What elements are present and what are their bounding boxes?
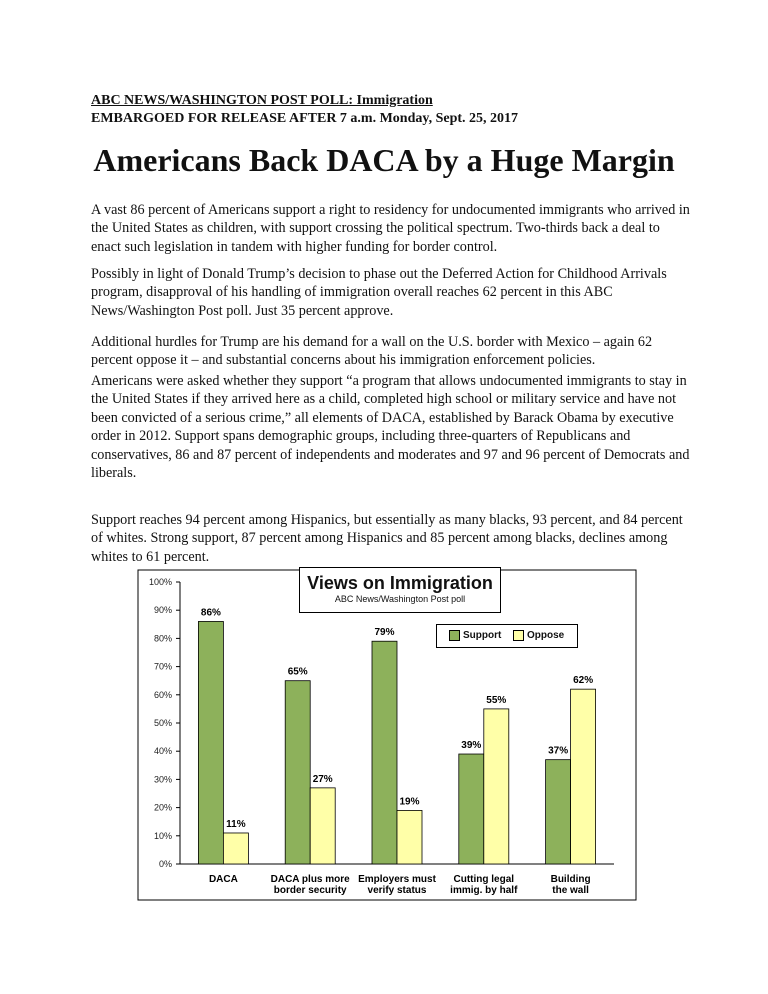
x-tick-label: DACA [208, 874, 238, 885]
paragraph-4: Americans were asked whether they support “a program that allows undocumented immigrants to stay in the United States if they arrived here as a child, completed high school or military service and have not been convicted of a serious crime,” all elements of DACA, established by Barack Obama by executive order in 2012. Support spans demographic groups, including three-quarters of Republicans and conservatives, 86 and 87 percent of independents and moderates and 97 and 96 percent of Democrats and liberals. [91, 373, 690, 482]
chart-legend [436, 624, 578, 648]
legend-label-support: Support [463, 630, 502, 641]
bar-oppose [571, 689, 596, 864]
x-tick-label: Cutting legal [453, 874, 515, 885]
bar-oppose [223, 833, 248, 864]
y-tick-label: 50% [153, 718, 172, 728]
paragraph-5: Support reaches 94 percent among Hispanics, but essentially as many blacks, 93 percent, and 84 percent of whites. Strong support, 87 percent among Hispanics and 85 percent among blacks, declines among whites to 61 percent. [91, 512, 683, 565]
data-label-oppose: 62% [573, 675, 594, 687]
legend-item-oppose [513, 630, 564, 641]
y-tick-label: 30% [153, 774, 172, 785]
y-tick-label: 90% [153, 605, 172, 616]
bar-support [198, 621, 223, 864]
data-label-oppose: 11% [226, 818, 246, 830]
x-tick-label: Building [550, 874, 591, 885]
bar-support [372, 641, 397, 864]
legend-swatch-oppose [513, 630, 524, 641]
x-tick-label: verify status [367, 885, 427, 896]
paragraph-3: Additional hurdles for Trump are his demand for a wall on the U.S. border with Mexico – again 62 percent oppose it – and substantial concerns about his immigration enforcement policies. [91, 334, 653, 369]
data-label-support: 65% [287, 666, 308, 678]
bar-support [285, 681, 310, 864]
embargo-notice: EMBARGOED FOR RELEASE AFTER 7 a.m. Monday, Sept. 25, 2017 [91, 111, 519, 126]
headline: Americans Back DACA by a Huge Margin [93, 142, 675, 178]
data-label-support: 86% [200, 607, 221, 619]
y-tick-label: 80% [153, 633, 172, 644]
data-label-oppose: 19% [399, 796, 420, 808]
x-tick-label: border security [273, 885, 347, 896]
y-tick-label: 10% [153, 830, 172, 841]
x-tick-label: immig. by half [450, 885, 518, 896]
bar-support [459, 754, 484, 864]
data-label-support: 37% [548, 745, 569, 757]
y-tick-label: 60% [153, 689, 172, 700]
x-tick-label: DACA plus more [270, 874, 350, 885]
chart-title: Views on Immigration [307, 573, 493, 593]
legend-label-oppose: Oppose [527, 630, 565, 641]
poll-header: ABC NEWS/WASHINGTON POST POLL: Immigration [91, 93, 433, 108]
bar-oppose [484, 709, 509, 864]
chart-title-box [299, 567, 501, 613]
bar-oppose [397, 810, 422, 864]
paragraph-2: Possibly in light of Donald Trump’s decision to phase out the Deferred Action for Childhood Arrivals program, disapproval of his handling of immigration overall reaches 62 percent in this ABC News/Washington Post poll. Just 35 percent approve. [91, 266, 667, 319]
y-tick-label: 70% [153, 661, 172, 672]
y-tick-label: 0% [158, 859, 172, 869]
data-label-support: 39% [461, 740, 482, 752]
legend-item-support [449, 630, 501, 641]
paragraph-1: A vast 86 percent of Americans support a right to residency for undocumented immigrants who arrived in the United States as children, with support crossing the political spectrum. Two-thirds back a deal to enact such legislation in tandem with higher funding for border control. [91, 202, 690, 255]
y-tick-label: 40% [153, 746, 172, 757]
x-tick-label: Employers must [358, 874, 436, 885]
chart-frame [138, 570, 636, 900]
data-label-oppose: 27% [312, 773, 333, 785]
bar-support [546, 760, 571, 864]
legend-swatch-support [449, 630, 460, 641]
y-tick-label: 100% [148, 577, 172, 587]
bar-oppose [310, 788, 335, 864]
data-label-oppose: 55% [486, 694, 507, 706]
chart-subtitle: ABC News/Washington Post poll [334, 594, 466, 604]
data-label-support: 79% [374, 627, 395, 639]
x-tick-label: the wall [552, 885, 589, 896]
y-tick-label: 20% [153, 802, 172, 813]
